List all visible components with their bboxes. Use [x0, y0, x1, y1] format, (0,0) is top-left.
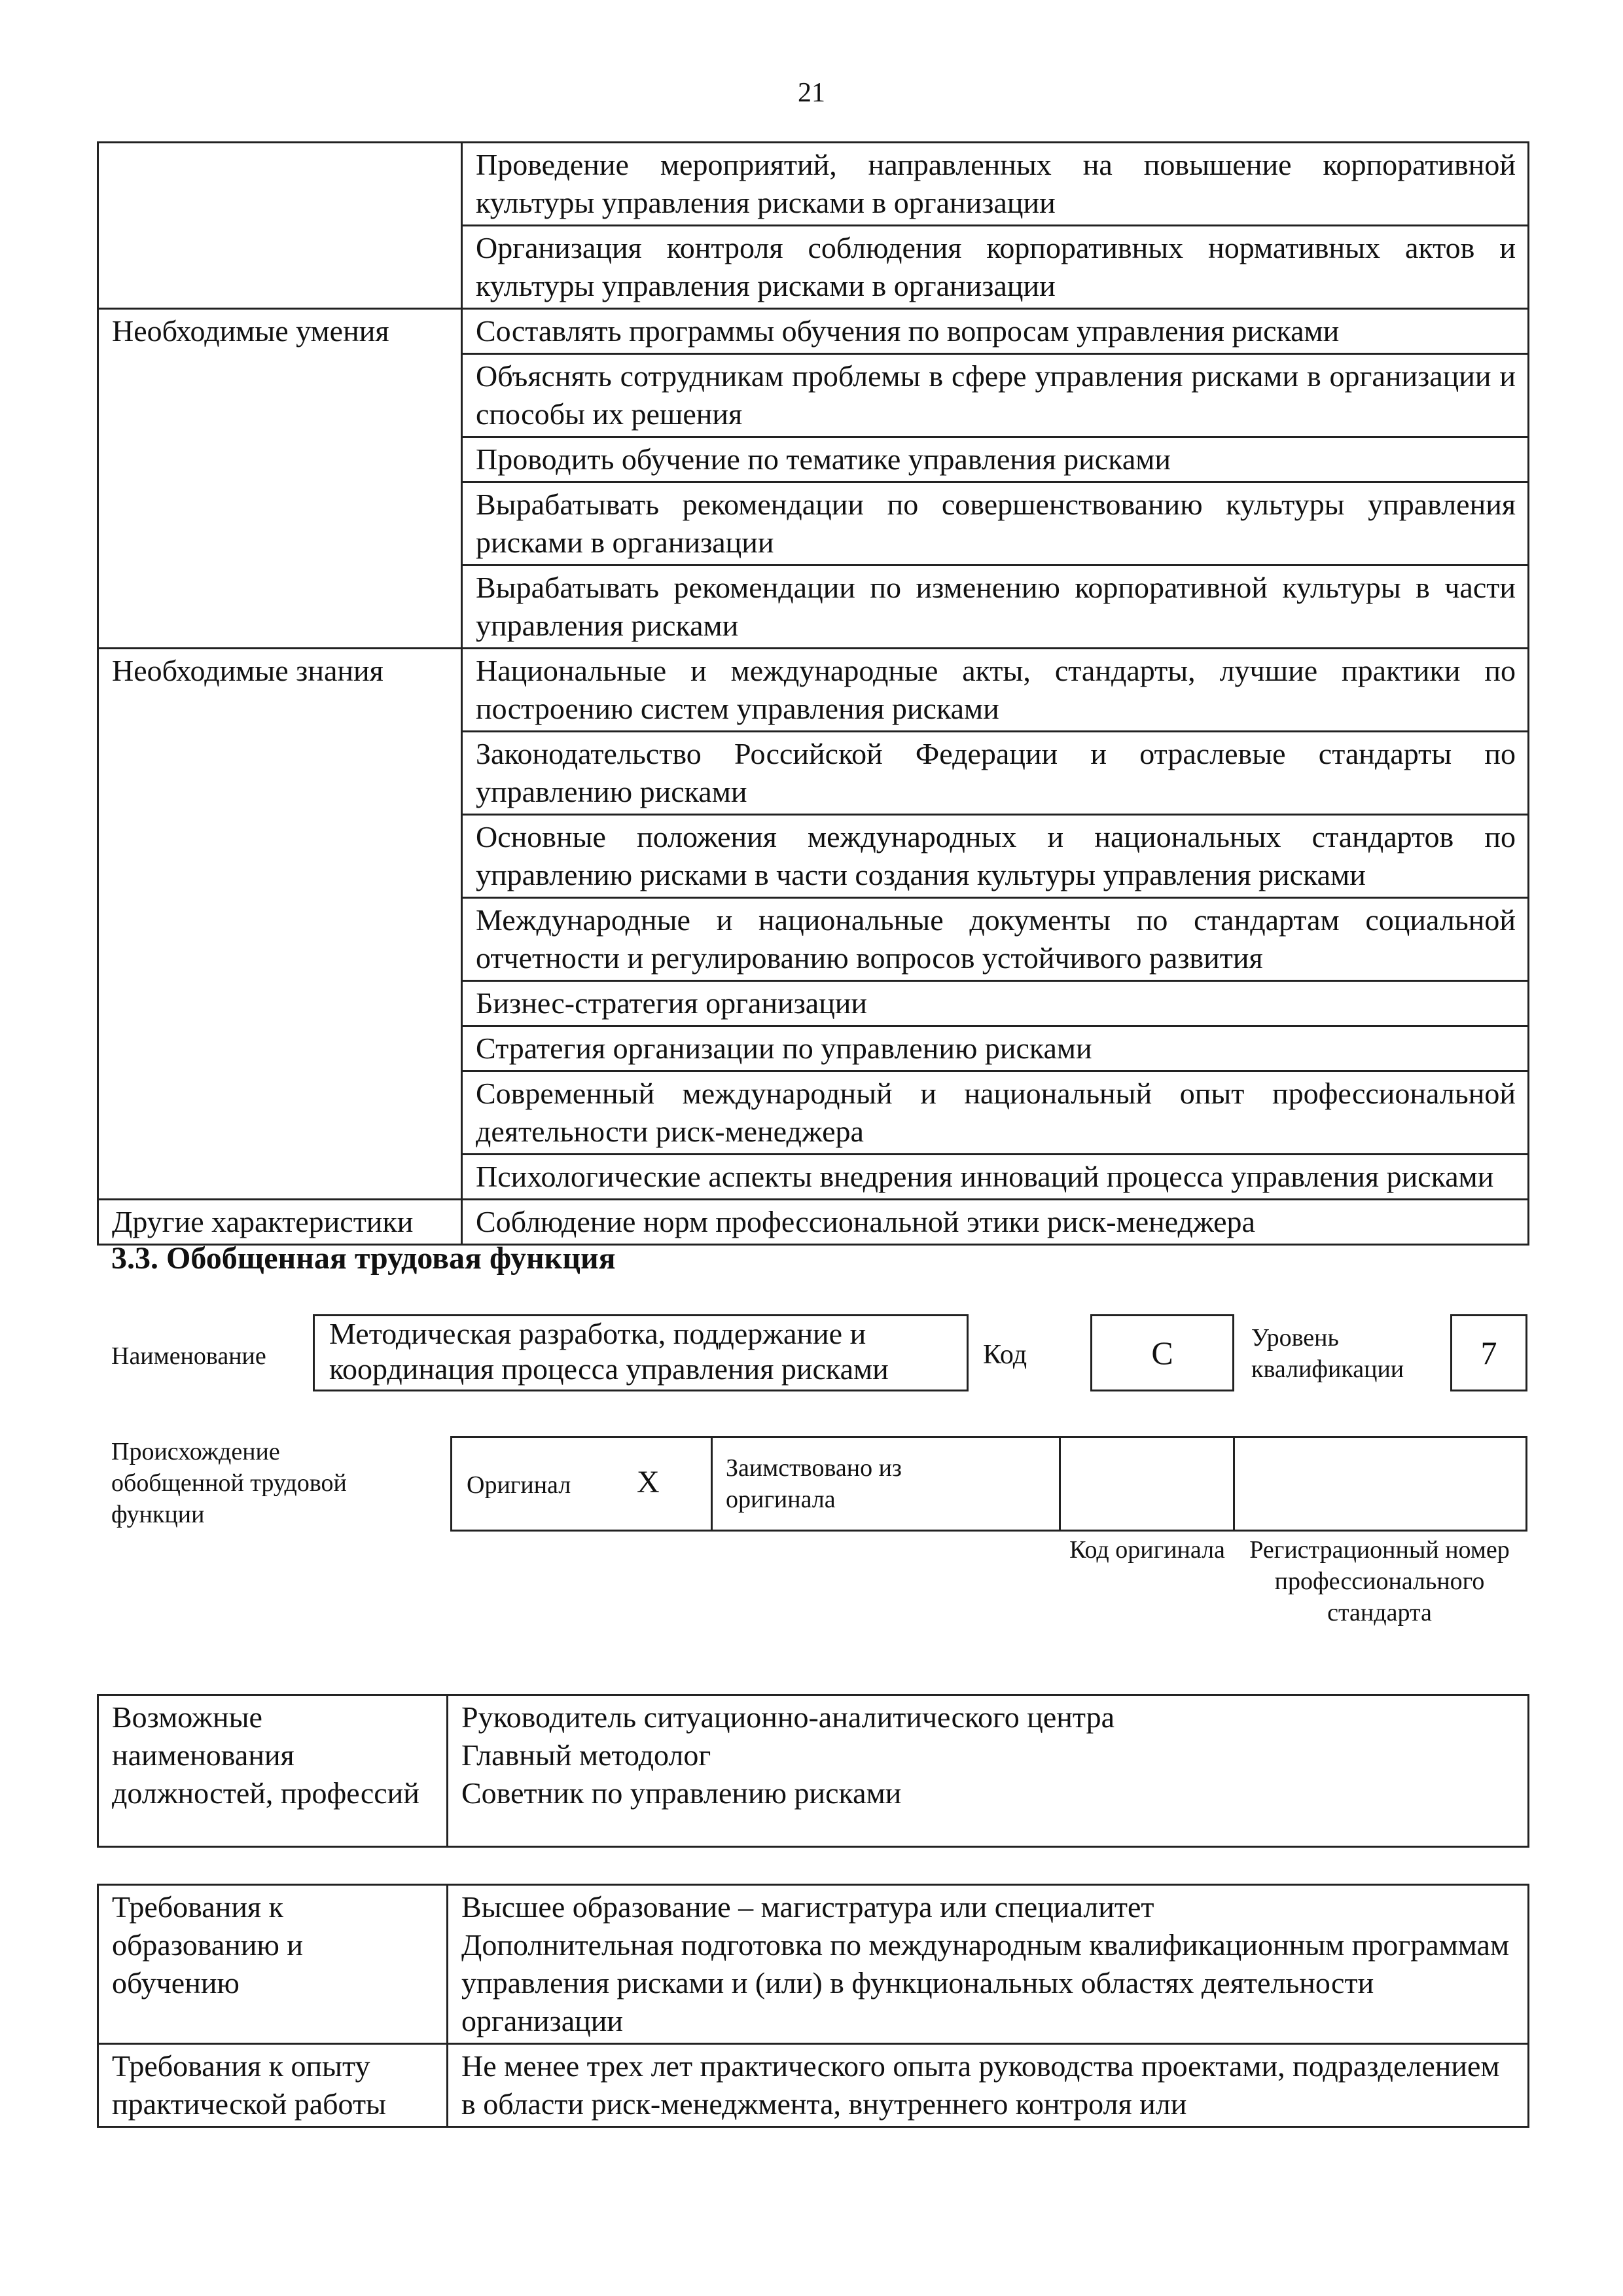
function-name-box: [313, 1314, 969, 1391]
borrowed-cell: [713, 1438, 1061, 1530]
row-text: Проведение мероприятий, направленных на повышение корпоративной культуры управления рисками в организации: [462, 143, 1529, 226]
name-label: Наименование: [111, 1342, 266, 1370]
list-item: Советник по управлению рисками: [461, 1776, 902, 1810]
code-label: Код: [983, 1340, 1027, 1370]
list-item: Руководитель ситуационно-аналитического центра: [461, 1700, 1115, 1734]
original-label: Оригинал: [467, 1471, 571, 1499]
education-cell: [448, 1885, 1529, 2044]
list-item: Дополнительная подготовка по международным квалификационным программам управления рисками и (или) в функциональных областях деятельности организации: [461, 1928, 1510, 2037]
registration-number-cell: [1235, 1438, 1525, 1530]
code-caption: Код оригинала: [1069, 1536, 1225, 1564]
original-code-cell: [1061, 1438, 1235, 1530]
table-row: [98, 143, 1529, 226]
row-text: Соблюдение норм профессиональной этики риск-менеджера: [462, 1200, 1529, 1245]
positions-label: Возможные наименования должностей, профессий: [98, 1695, 448, 1847]
row-text: Национальные и международные акты, стандарты, лучшие практики по построению систем управления рисками: [462, 649, 1529, 732]
row-label: Другие характеристики: [98, 1200, 462, 1245]
list-item: Высшее образование – магистратура или специалитет: [461, 1890, 1154, 1924]
row-text: Современный международный и национальный опыт профессиональной деятельности риск-менеджера: [462, 1071, 1529, 1155]
section-title: 3.3. Обобщенная трудовая функция: [111, 1241, 616, 1276]
function-name-value: Методическая разработка, поддержание и координация процесса управления рисками: [329, 1317, 889, 1386]
row-text: Составлять программы обучения по вопросам управления рисками: [462, 309, 1529, 354]
list-item: Главный методолог: [461, 1738, 711, 1772]
row-text: Международные и национальные документы по стандартам социальной отчетности и регулированию вопросов устойчивого развития: [462, 898, 1529, 981]
education-row: [98, 1885, 1529, 2044]
row-text: Бизнес-стратегия организации: [462, 981, 1529, 1026]
row-text: Объяснять сотрудникам проблемы в сфере управления рисками в организации и способы их решения: [462, 354, 1529, 437]
row-text: Законодательство Российской Федерации и отраслевые стандарты по управлению рисками: [462, 732, 1529, 815]
positions-table: [97, 1694, 1529, 1848]
requirements-table: [97, 1884, 1529, 2128]
positions-cell: [448, 1695, 1529, 1847]
skills-table: [97, 141, 1529, 1246]
original-mark: X: [637, 1465, 660, 1499]
education-list: [461, 1888, 1516, 2040]
row-text: Вырабатывать рекомендации по совершенствованию культуры управления рисками в организации: [462, 482, 1529, 565]
level-value: 7: [1480, 1335, 1497, 1371]
origin-row: [450, 1436, 1527, 1532]
registration-caption: Регистрационный номер профессионального стандарта: [1249, 1536, 1510, 1626]
origin-label: Происхождение обобщенной трудовой функции: [111, 1438, 347, 1528]
experience-row: [98, 2044, 1529, 2127]
borrowed-label: Заимствовано из оригинала: [726, 1454, 902, 1513]
code-value: C: [1151, 1335, 1173, 1371]
experience-label: Требования к опыту практической работы: [98, 2044, 448, 2127]
row-text: Вырабатывать рекомендации по изменению корпоративной культуры в части управления рисками: [462, 565, 1529, 649]
experience-text: Не менее трех лет практического опыта руководства проектами, подразделением в области риск-менеджмента, внутреннего контроля или: [448, 2044, 1529, 2127]
level-box: [1450, 1314, 1527, 1391]
positions-row: [98, 1695, 1529, 1847]
table-row: [98, 649, 1529, 732]
positions-list: [461, 1698, 1516, 1812]
table-row: [98, 1200, 1529, 1245]
row-text: Психологические аспекты внедрения инноваций процесса управления рисками: [462, 1155, 1529, 1200]
row-label: [98, 143, 462, 309]
original-cell: [452, 1438, 713, 1530]
table-row: [98, 309, 1529, 354]
row-text: Стратегия организации по управлению рисками: [462, 1026, 1529, 1071]
row-label: Необходимые умения: [98, 309, 462, 649]
row-text: Организация контроля соблюдения корпоративных нормативных актов и культуры управления рисками в организации: [462, 226, 1529, 309]
row-text: Основные положения международных и национальных стандартов по управлению рисками в части создания культуры управления рисками: [462, 815, 1529, 898]
code-box: [1090, 1314, 1234, 1391]
level-label: Уровень квалификации: [1251, 1324, 1404, 1383]
skills-table-body: [98, 143, 1529, 1245]
row-text: Проводить обучение по тематике управления рисками: [462, 437, 1529, 482]
education-label: Требования к образованию и обучению: [98, 1885, 448, 2044]
page-number: 21: [798, 78, 825, 108]
row-label: Необходимые знания: [98, 649, 462, 1200]
